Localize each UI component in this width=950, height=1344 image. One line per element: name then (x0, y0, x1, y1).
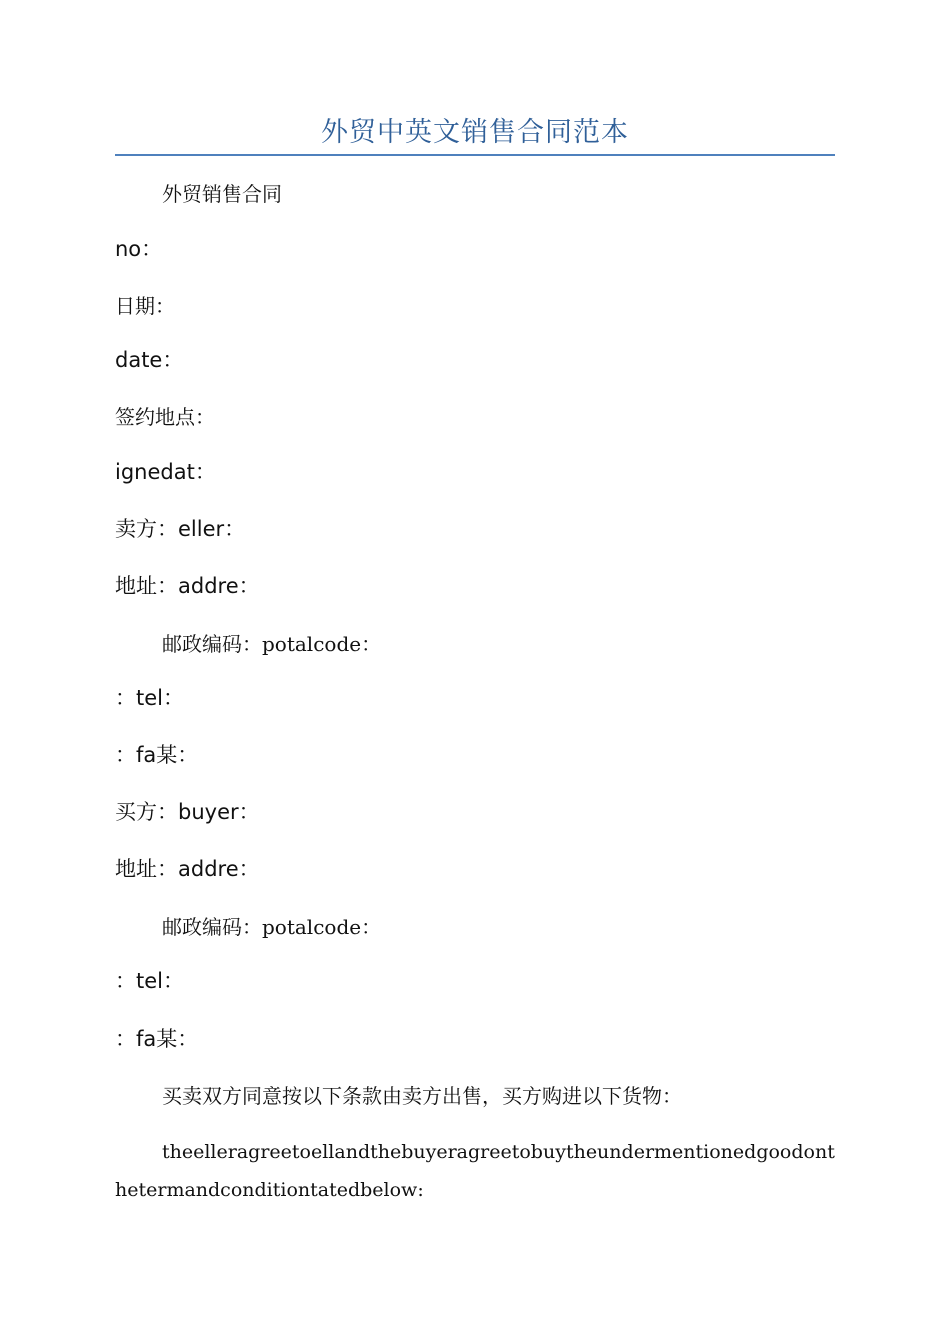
seller-address-field: 地址：addre： (115, 574, 260, 598)
seller-fax-field: ：fa某： (115, 743, 199, 767)
seller-postal-code-field: 邮政编码：potalcode： (162, 632, 382, 656)
buyer-tel-field: ：tel： (115, 969, 184, 993)
buyer-postal-code-field: 邮政编码：potalcode： (162, 915, 382, 939)
buyer-field: 买方：buyer： (115, 800, 260, 824)
buyer-fax-field: ：fa某： (115, 1027, 199, 1051)
seller-field: 卖方：eller： (115, 517, 246, 541)
agreement-statement-cn: 买卖双方同意按以下条款由卖方出售，买方购进以下货物： (162, 1084, 682, 1108)
document-title: 外贸中英文销售合同范本 (321, 117, 629, 148)
agreement-statement-en: theelleragreetoellandthebuyeragreetobuytheundermentionedgoodonthetermandconditiontatedbelow: (115, 1141, 835, 1201)
signing-place-cn-field: 签约地点： (115, 405, 215, 429)
contract-number-field: no： (115, 237, 163, 261)
title-underline (115, 154, 835, 156)
date-en-field: date： (115, 348, 184, 372)
buyer-address-field: 地址：addre： (115, 857, 260, 881)
seller-tel-field: ：tel： (115, 686, 184, 710)
contract-heading: 外贸销售合同 (162, 182, 282, 206)
signing-place-en-field: ignedat： (115, 460, 216, 484)
date-cn-field: 日期： (115, 294, 175, 318)
